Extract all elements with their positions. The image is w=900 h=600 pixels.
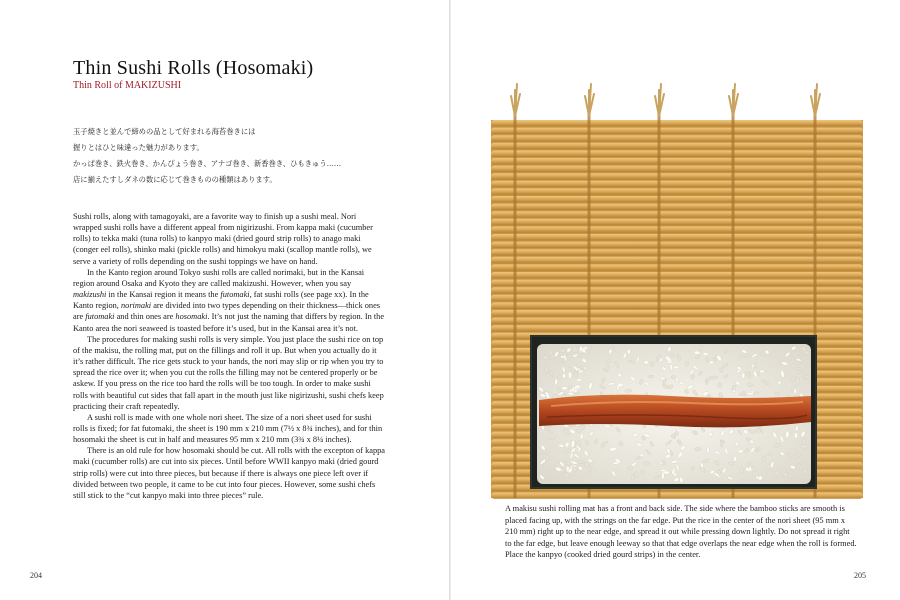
italic-term: makizushi — [73, 290, 107, 300]
bamboo-stick — [491, 280, 863, 286]
text-run: and thin ones are — [114, 312, 176, 322]
bamboo-stick — [491, 158, 863, 164]
text-run: are divided into two types depending on their thickness—thick ones are — [73, 301, 381, 322]
rice-grain — [740, 356, 746, 359]
body-paragraph — [73, 412, 385, 445]
page-number-right: 205 — [854, 571, 866, 580]
italic-term: norimaki — [120, 301, 152, 311]
japanese-line: 店に揃えたすしダネの数に応じて巻きものの種類はあります。 — [73, 175, 277, 184]
italic-term: futomaki — [85, 312, 115, 322]
makisu-photo — [481, 70, 879, 500]
text-run: in the Kansai region it means the — [106, 290, 221, 300]
bamboo-stick — [491, 204, 863, 210]
kanpyo-filling — [539, 395, 811, 428]
bamboo-stick — [491, 242, 863, 248]
rice-grain — [760, 353, 767, 356]
rice-grain — [557, 376, 562, 379]
text-run: . It’s not just the naming that differs by region. In the Kanto area the nori seaweed is toasted before it’s used, but in the Kansai area it’s not. — [73, 312, 385, 333]
rice-grain — [767, 453, 772, 455]
body-paragraph — [73, 211, 385, 267]
page-title: Thin Sushi Rolls (Hosomaki) — [73, 57, 314, 79]
rice-grain — [748, 462, 750, 467]
bamboo-stick — [491, 257, 863, 263]
string-tassel — [511, 84, 520, 116]
text-run: A sushi roll is made with one whole nori sheet. The size of a nori sheet used for sushi rolls is fixed; for fat futomaki, the sheet is 190 mm x 210 mm (7½ x 8¾ inches), and for thin hosomaki the sheet is cut in half and measures 95 mm x 210 mm (3¾ x 8¼ inches). — [73, 412, 383, 445]
rice-grain — [587, 346, 591, 351]
rice-grain — [627, 466, 633, 470]
text-run: , fat sushi rolls (see page xx). In the Kanto region, — [73, 290, 369, 311]
rice-grain — [734, 456, 737, 461]
rice-grain — [728, 462, 734, 466]
text-run: In the Kanto region around Tokyo sushi rolls are called norimaki, but in the Kansai region around Osaka and Kyoto they are called makizushi. However, when you say — [73, 267, 365, 288]
bamboo-stick — [491, 120, 863, 126]
bamboo-stick — [491, 295, 863, 301]
japanese-line: 玉子焼きと並んで締めの品として好まれる海苔巻きには — [73, 127, 256, 136]
bamboo-stick — [491, 135, 863, 141]
rice-grain — [577, 461, 583, 464]
string-tassel — [729, 84, 738, 116]
rice-grain — [606, 359, 611, 363]
mat-string — [514, 114, 517, 498]
bamboo-stick — [491, 287, 863, 293]
rice-grain — [685, 361, 688, 366]
rice-grain — [785, 431, 789, 438]
string-tassel — [655, 84, 664, 116]
body-paragraph — [73, 445, 385, 501]
body-text — [73, 211, 385, 501]
bamboo-stick — [491, 264, 863, 270]
text-run: The procedures for making sushi rolls is very simple. You just place the sushi rice on top of the makisu, the rolling mat, put on the fillings and roll it up. But when you actually do it it’s rather difficult. The rice gets stuck to your hands, the nori may slip or rip when you try to spread the rice over it; when you cut the rolls the filling may not be centered properly or be askew. If you press on the rice too hard the rolls will be too tough. In order to make sushi rolls with beautiful cut sides that fall apart in the mouth just like nigirizushi, sushi chefs keep practicing their craft repeatedly. — [73, 334, 384, 411]
bamboo-stick — [491, 188, 863, 194]
bamboo-stick — [491, 181, 863, 187]
body-paragraph — [73, 334, 385, 412]
body-paragraph — [73, 267, 385, 334]
right-page — [451, 0, 900, 600]
bamboo-stick — [491, 325, 863, 331]
bamboo-stick — [491, 492, 863, 498]
italic-term: hosomaki — [175, 312, 208, 322]
rice-grain — [706, 357, 709, 363]
bamboo-stick — [491, 211, 863, 217]
italic-term: futomaki — [220, 290, 250, 300]
bamboo-stick — [491, 272, 863, 278]
japanese-intro — [73, 124, 341, 188]
rice-grain — [568, 372, 571, 379]
rice-grain — [643, 461, 650, 465]
bamboo-stick — [491, 234, 863, 240]
rice-grain — [606, 365, 610, 371]
japanese-line: かっぱ巻き、鉄火巻き、かんぴょう巻き、アナゴ巻き、新香巻き、ひもきゅう…… — [73, 159, 342, 168]
bamboo-stick — [491, 143, 863, 149]
bamboo-stick — [491, 310, 863, 316]
bamboo-stick — [491, 302, 863, 308]
bamboo-stick — [491, 196, 863, 202]
bamboo-stick — [491, 128, 863, 134]
rice-grain — [762, 456, 766, 462]
string-tassel — [585, 84, 594, 116]
bamboo-stick — [491, 166, 863, 172]
bamboo-stick — [491, 173, 863, 179]
bamboo-stick — [491, 249, 863, 255]
string-tassel — [811, 84, 820, 116]
bamboo-stick — [491, 150, 863, 156]
rice-grain — [703, 352, 708, 355]
photo-caption: A makisu sushi rolling mat has a front and back side. The side where the bamboo sticks are smooth is placed facing up, with the strings on the far edge. Put the rice in the center of the nori sheet (95 mm x 210 mm) right up to the near edge, and spread it out while pressing down lightly. Do not spread it right to the far edge, but leave enough leeway so that that edge overlaps the near edge when the roll is formed. Place the kanpyo (cooked dried gourd strips) in the center. — [505, 504, 857, 560]
rice-grain — [660, 469, 667, 472]
text-run: There is an old rule for how hosomaki should be cut. All rolls with the excepton of kappa maki (cucumber rolls) are cut into six pieces. Until before WWII kanpyo maki (dried gourd strip rolls) were cut into three pieces, but because if there is always one piece left over if divided between two people, it came to be cut into four pieces. However, some sushi chefs still stick to the “cut kanpyo maki into three pieces” rule. — [73, 446, 385, 500]
bamboo-stick — [491, 226, 863, 232]
text-run: Sushi rolls, along with tamagoyaki, are a favorite way to finish up a sushi meal. Nori wrapped sushi rolls have a different appeal from nigirizushi. From kappa maki (cucumber rolls) to tekka maki (tuna rolls) to kanpyo maki (dried gourd strip rolls) to anago maki (conger eel rolls), shinko maki (pickle rolls) and himokyu maki (scallop mantle rolls), we serve a variety of rolls depending on the sushi toppings we have on hand. — [73, 212, 373, 266]
bamboo-stick — [491, 318, 863, 324]
page-subtitle: Thin Roll of MAKIZUSHI — [73, 80, 182, 91]
rice-grain — [625, 389, 633, 392]
japanese-line: 握りとはひと味違った魅力があります。 — [73, 143, 204, 152]
page-number-left: 204 — [30, 571, 42, 580]
bamboo-stick — [491, 219, 863, 225]
